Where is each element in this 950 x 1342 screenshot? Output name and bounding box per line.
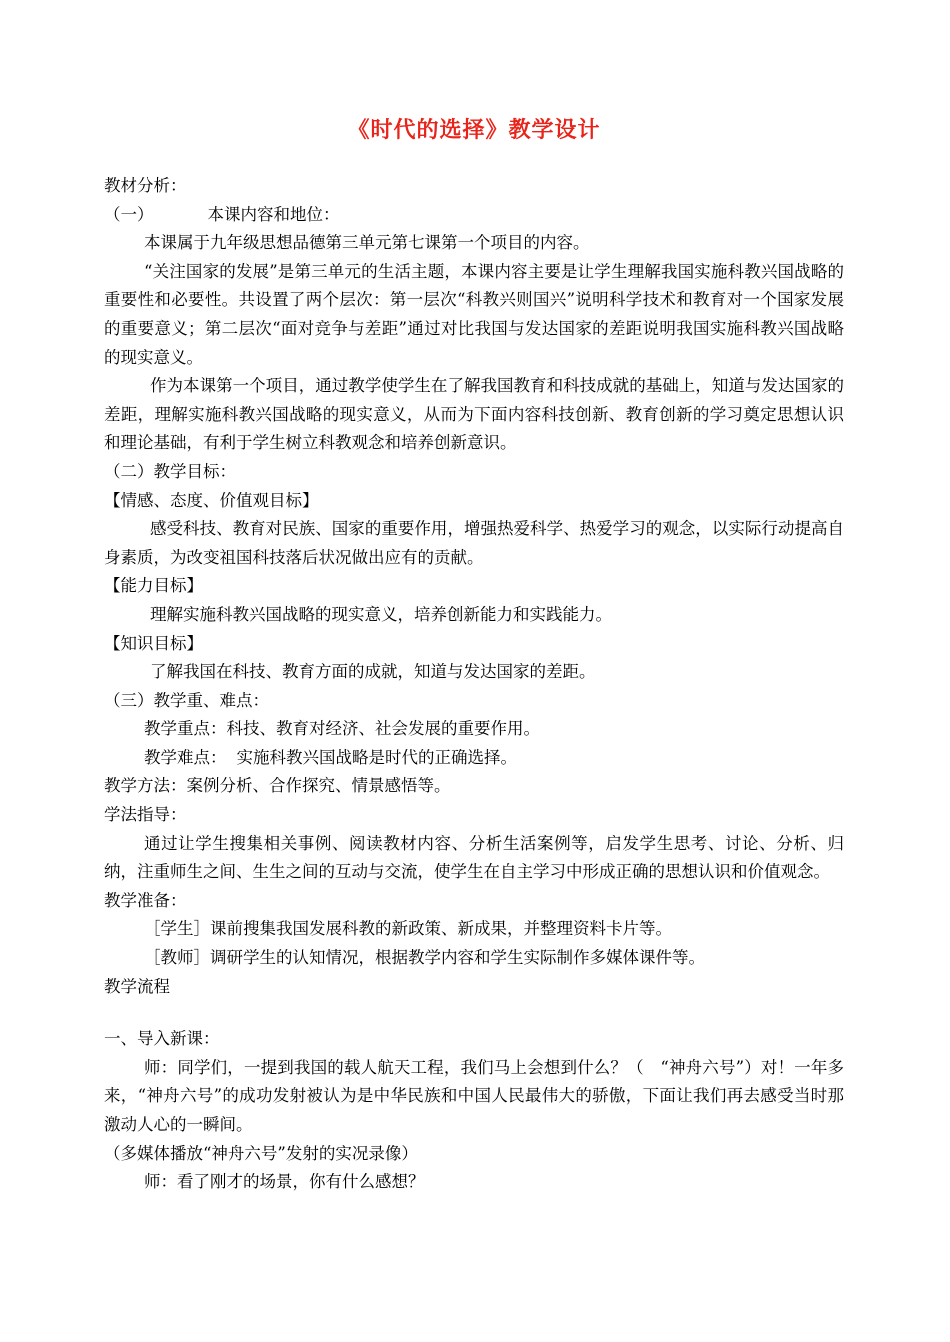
- paragraph-1: 本课属于九年级思想品德第三单元第七课第一个项目的内容。: [144, 233, 590, 253]
- spacer: [104, 1001, 844, 1025]
- section-1-number: （一）: [104, 204, 154, 224]
- prep-teacher: ［教师］调研学生的认知情况，根据教学内容和学生实际制作多媒体课件等。: [144, 948, 705, 968]
- section-1-heading: [104, 201, 844, 230]
- difficult-point: [104, 744, 844, 773]
- section-3-heading: （三）教学重、难点：: [104, 690, 269, 710]
- document-title: 《时代的选择》教学设计: [347, 118, 601, 143]
- paragraph-3: 作为本课第一个项目，通过教学使学生在了解我国教育和科技成就的基础上，知道与发达国家的差距，理解实施科教兴国战略的现实意义，从而为下面内容科技创新、教育创新的学习奠定思想认识和理论基础，有利于学生树立科教观念和培养创新意识。: [104, 376, 844, 453]
- document-body: [104, 172, 844, 1197]
- guide-text: 通过让学生搜集相关事例、阅读教材内容、分析生活案例等，启发学生思考、讨论、分析、归纳，注重师生之间、生生之间的互动与交流，使学生在自主学习中形成正确的思想认识和价值观念。: [104, 833, 844, 882]
- teacher-question: 师：看了刚才的场景，你有什么感想？: [144, 1172, 425, 1192]
- intro-heading: 一、导入新课：: [104, 1029, 220, 1049]
- goal-2-text: 理解实施科教兴国战略的现实意义，培养创新能力和实践能力。: [150, 604, 612, 624]
- difficult-text: 实施科教兴国战略是时代的正确选择。: [236, 747, 517, 767]
- analysis-heading: 教材分析：: [104, 176, 187, 195]
- difficult-label: 教学难点：: [144, 747, 227, 767]
- paragraph-2: “关注国家的发展”是第三单元的生活主题，本课内容主要是让学生理解我国实施科教兴国战略的重要性和必要性。共设置了两个层次：第一层次“科教兴则国兴”说明科学技术和教育对一个国家发展的重要意义；第二层次“面对竞争与差距”通过对比我国与发达国家的差距说明我国实施科教兴国战略的现实意义。: [104, 261, 844, 367]
- goal-2-heading: 【能力目标】: [104, 576, 203, 596]
- goal-3-heading: 【知识目标】: [104, 633, 203, 653]
- intro-text: 师：同学们，一提到我国的载人航天工程，我们马上会想到什么？（ “神舟六号”）对！一年多来，“神舟六号”的成功发射被认为是中华民族和中国人民最伟大的骄傲，下面让我们再去感受当时那激动人心的一瞬间。: [104, 1057, 844, 1134]
- prep-student: ［学生］课前搜集我国发展科教的新政策、新成果，并整理资料卡片等。: [144, 919, 672, 939]
- multimedia-note: （多媒体播放“神舟六号”发射的实况录像）: [104, 1143, 418, 1163]
- section-1-title: 本课内容和地位：: [207, 204, 340, 224]
- section-2-heading: （二）教学目标：: [104, 461, 236, 481]
- prep-heading: 教学准备：: [104, 890, 187, 910]
- goal-3-text: 了解我国在科技、教育方面的成就，知道与发达国家的差距。: [150, 662, 596, 682]
- teaching-method: 教学方法：案例分析、合作探究、情景感悟等。: [104, 776, 451, 796]
- goal-1-text: 感受科技、教育对民族、国家的重要作用，增强热爱科学、热爱学习的观念，以实际行动提高自身素质，为改变祖国科技落后状况做出应有的贡献。: [104, 519, 844, 567]
- key-point: 教学重点：科技、教育对经济、社会发展的重要作用。: [144, 719, 540, 739]
- guide-heading: 学法指导：: [104, 805, 187, 825]
- flow-heading: 教学流程: [104, 976, 170, 996]
- goal-1-heading: 【情感、态度、价值观目标】: [104, 490, 319, 510]
